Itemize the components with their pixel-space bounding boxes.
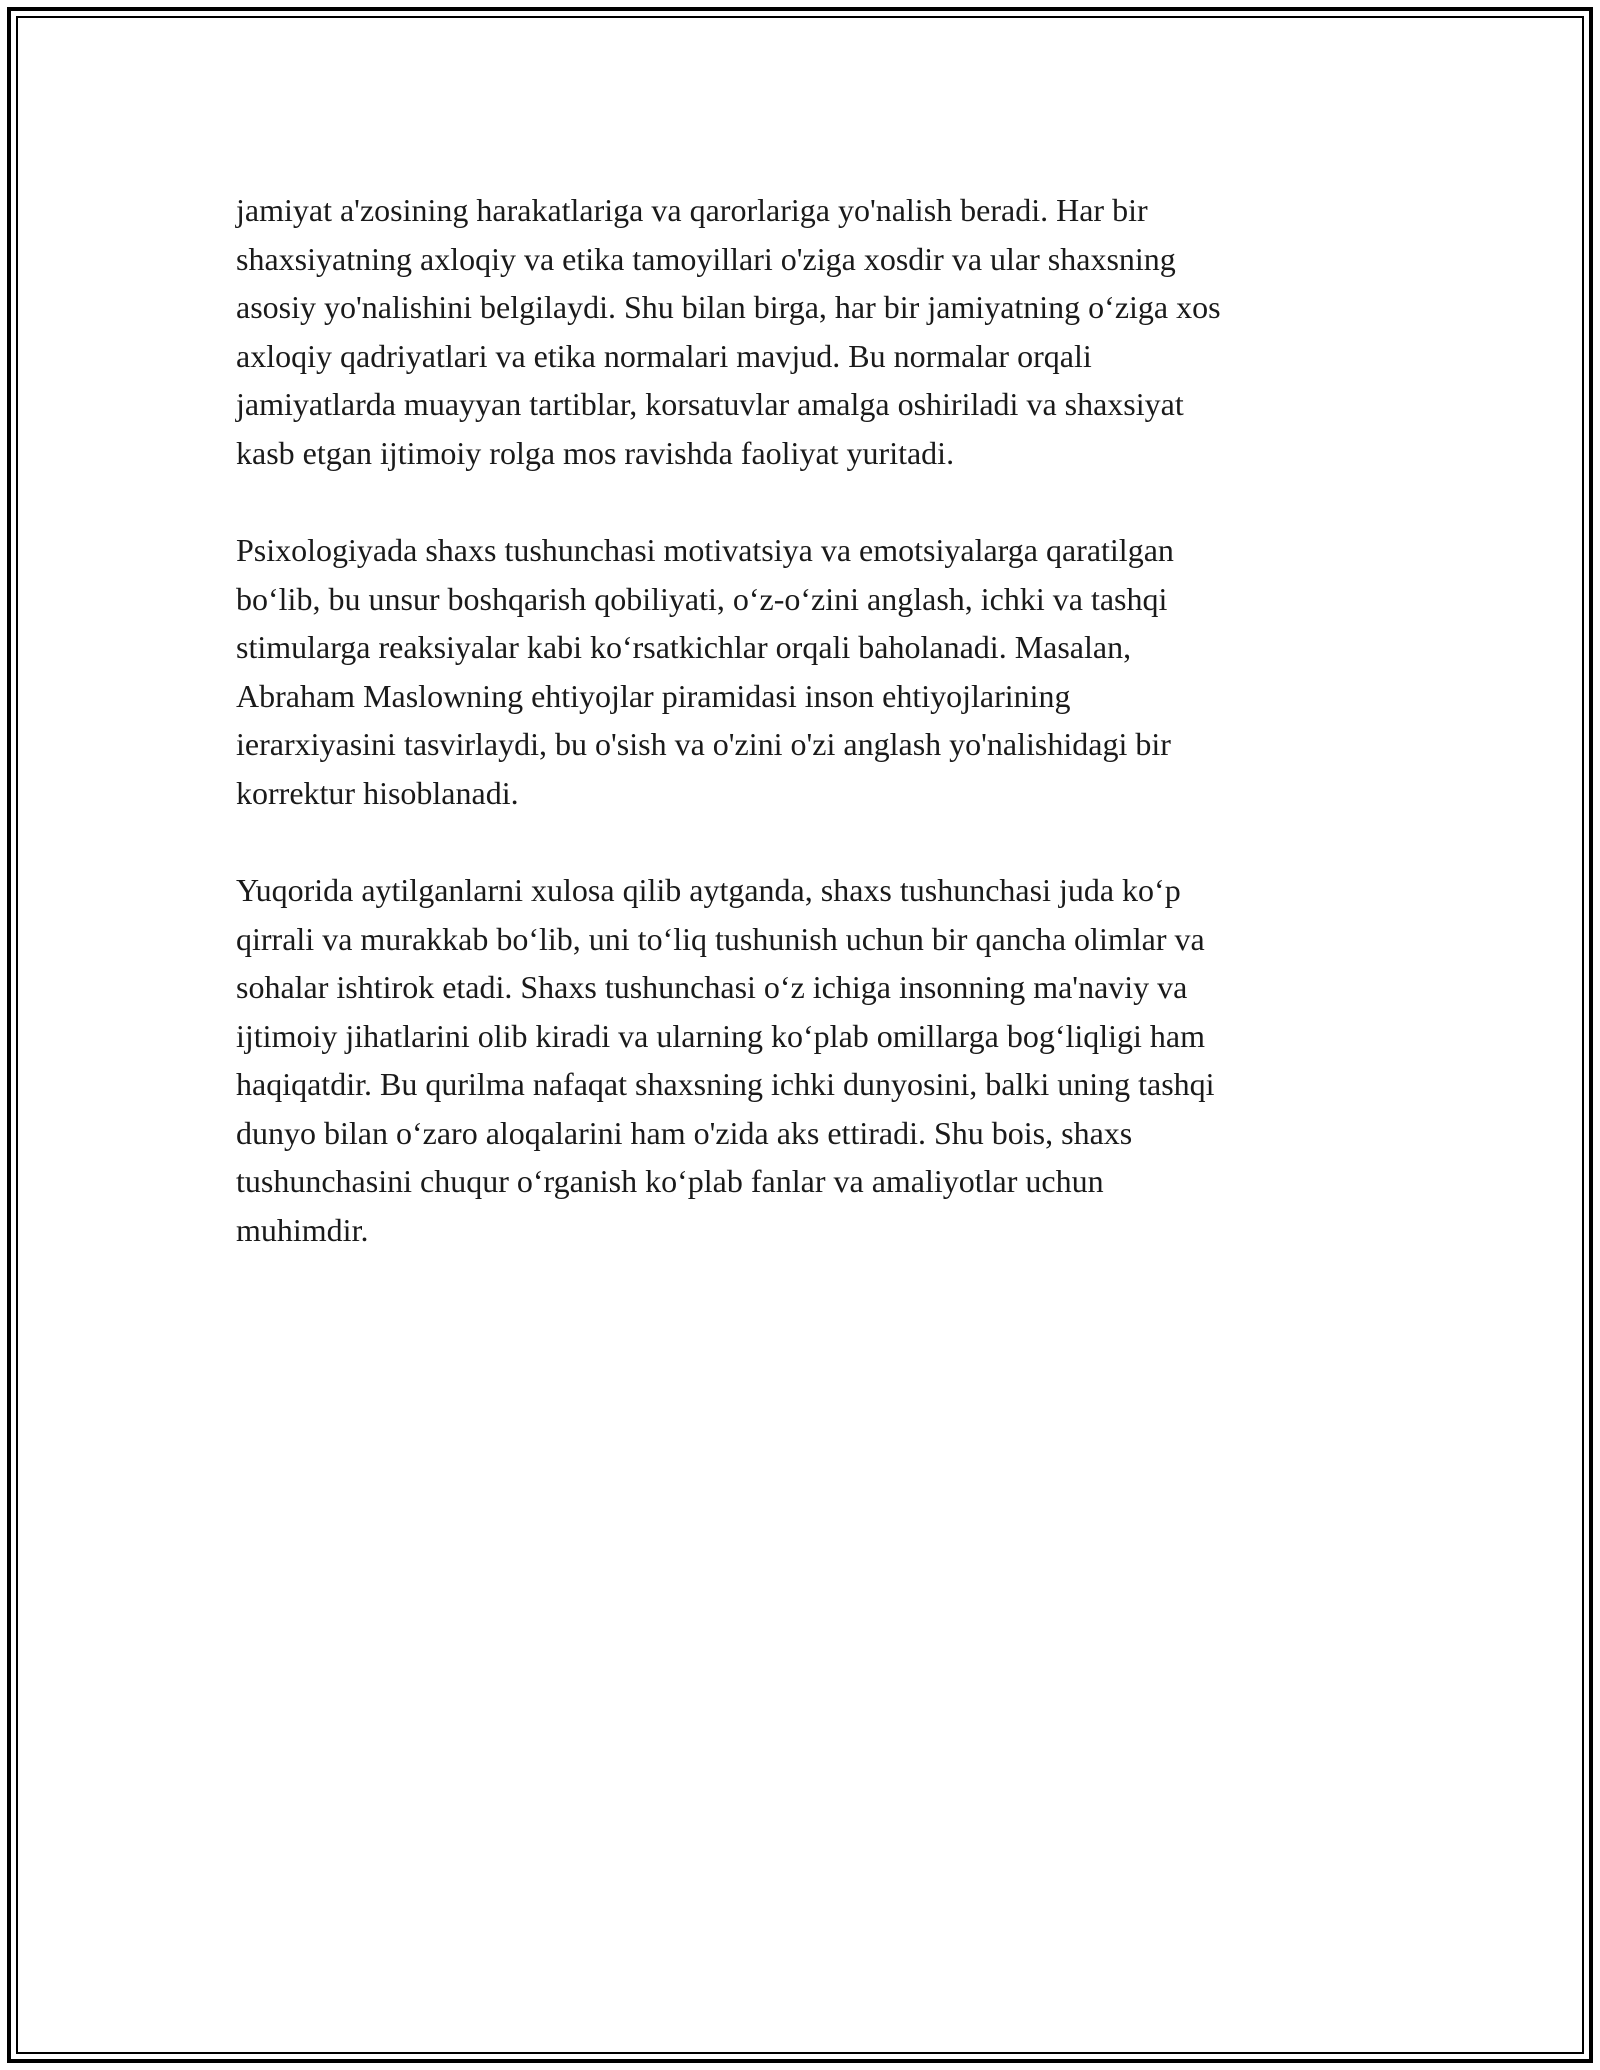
text-line: jamiyatlarda muayyan tartiblar, korsatuvlar amalga oshiriladi va shaxsiyat xyxy=(236,386,1184,422)
text-line: Yuqorida aytilganlarni xulosa qilib aytganda, shaxs tushunchasi juda koʻp xyxy=(236,872,1181,908)
text-line: jamiyat a'zosining harakatlariga va qarorlariga yo'nalish beradi. Har bir xyxy=(236,192,1148,228)
paragraph-3 xyxy=(236,866,1376,1254)
text-line: ijtimoiy jihatlarini olib kiradi va ularning koʻplab omillarga bogʻliqligi ham xyxy=(236,1017,1206,1054)
paragraph-2 xyxy=(236,526,1376,817)
text-line: haqiqatdir. Bu qurilma nafaqat shaxsning ichki dunyosini, balki uning tashqi xyxy=(236,1066,1215,1102)
text-line: qirrali va murakkab boʻlib, uni toʻliq tushunish uchun bir qancha olimlar va xyxy=(236,920,1205,957)
text-line: sohalar ishtirok etadi. Shaxs tushunchasi oʻz ichiga insonning ma'naviy va xyxy=(236,969,1188,1005)
text-line: boʻlib, bu unsur boshqarish qobiliyati, oʻz-oʻzini anglash, ichki va tashqi xyxy=(236,580,1168,617)
text-line: stimularga reaksiyalar kabi koʻrsatkichlar orqali baholanadi. Masalan, xyxy=(236,629,1132,665)
text-line: dunyo bilan oʻzaro aloqalarini ham o'zida aks ettiradi. Shu bois, shaxs xyxy=(236,1114,1133,1151)
text-line: Psixologiyada shaxs tushunchasi motivatsiya va emotsiyalarga qaratilgan xyxy=(236,532,1174,568)
text-line: muhimdir. xyxy=(236,1211,369,1248)
text-line: tushunchasini chuqur oʻrganish koʻplab fanlar va amaliyotlar uchun xyxy=(236,1163,1104,1199)
text-line: asosiy yo'nalishini belgilaydi. Shu bilan birga, har bir jamiyatning oʻziga xos xyxy=(236,289,1221,325)
text-line: Abraham Maslowning ehtiyojlar piramidasi inson ehtiyojlarining xyxy=(236,677,1071,714)
text-line: ierarxiyasini tasvirlaydi, bu o'sish va o'zini o'zi anglash yo'nalishidagi bir xyxy=(236,726,1171,762)
text-line: shaxsiyatning axloqiy va etika tamoyillari o'ziga xosdir va ular shaxsning xyxy=(236,240,1176,277)
text-line: korrektur hisoblanadi. xyxy=(236,774,519,811)
text-line: kasb etgan ijtimoiy rolga mos ravishda faoliyat yuritadi. xyxy=(236,434,955,471)
document-body xyxy=(236,186,1376,1303)
text-line: axloqiy qadriyatlari va etika normalari mavjud. Bu normalar orqali xyxy=(236,337,1092,374)
paragraph-1 xyxy=(236,186,1376,477)
